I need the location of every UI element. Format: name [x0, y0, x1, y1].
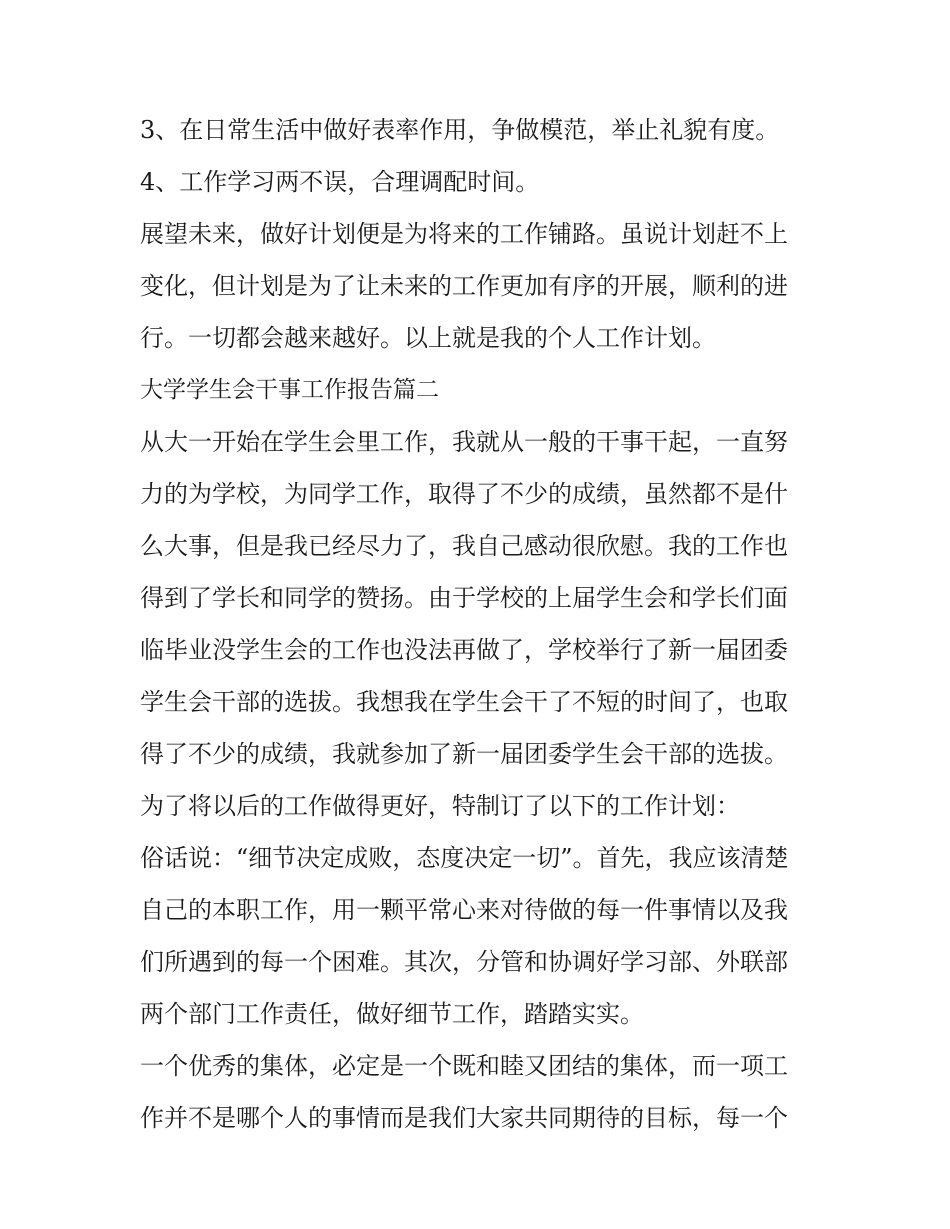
text-line: 展望未来，做好计划便是为将来的工作铺路。虽说计划赶不上	[140, 220, 788, 248]
section-heading: 大学学生会干事工作报告篇二	[140, 377, 439, 403]
text-line: 得了不少的成绩，我就参加了新一届团委学生会干部的选拔。	[140, 740, 788, 768]
text-line: 自己的本职工作，用一颗平常心来对待做的每一件事情以及我	[140, 896, 788, 924]
text-line: 得到了学长和同学的赞扬。由于学校的上届学生会和学长们面	[140, 584, 788, 612]
text-line: 两个部门工作责任，做好细节工作，踏踏实实。	[140, 1000, 644, 1028]
text-line: 学生会干部的选拔。我想我在学生会干了不短的时间了，也取	[140, 688, 788, 716]
text-line: 行。一切都会越来越好。以上就是我的个人工作计划。	[140, 324, 716, 352]
text-line: 为了将以后的工作做得更好，特制订了以下的工作计划：	[140, 792, 740, 820]
text-line: 俗话说：“细节决定成败，态度决定一切”。首先，我应该清楚	[140, 844, 789, 872]
text-line: 一个优秀的集体，必定是一个既和睦又团结的集体，而一项工	[140, 1052, 788, 1080]
text-line: 变化，但计划是为了让未来的工作更加有序的开展，顺利的进	[140, 272, 788, 300]
text-line: 3、在日常生活中做好表率作用，争做模范，举止礼貌有度。	[140, 116, 780, 144]
text-line: 力的为学校，为同学工作，取得了不少的成绩，虽然都不是什	[140, 480, 788, 508]
text-line: 作并不是哪个人的事情而是我们大家共同期待的目标，每一个	[140, 1104, 788, 1132]
document-body	[140, 104, 812, 1144]
text-line: 4、工作学习两不误，合理调配时间。	[140, 168, 540, 196]
text-line: 临毕业没学生会的工作也没法再做了，学校举行了新一届团委	[140, 636, 788, 664]
text-line: 从大一开始在学生会里工作，我就从一般的干事干起，一直努	[140, 428, 788, 456]
text-line: 们所遇到的每一个困难。其次，分管和协调好学习部、外联部	[140, 948, 788, 976]
text-line: 么大事，但是我已经尽力了，我自己感动很欣慰。我的工作也	[140, 532, 788, 560]
